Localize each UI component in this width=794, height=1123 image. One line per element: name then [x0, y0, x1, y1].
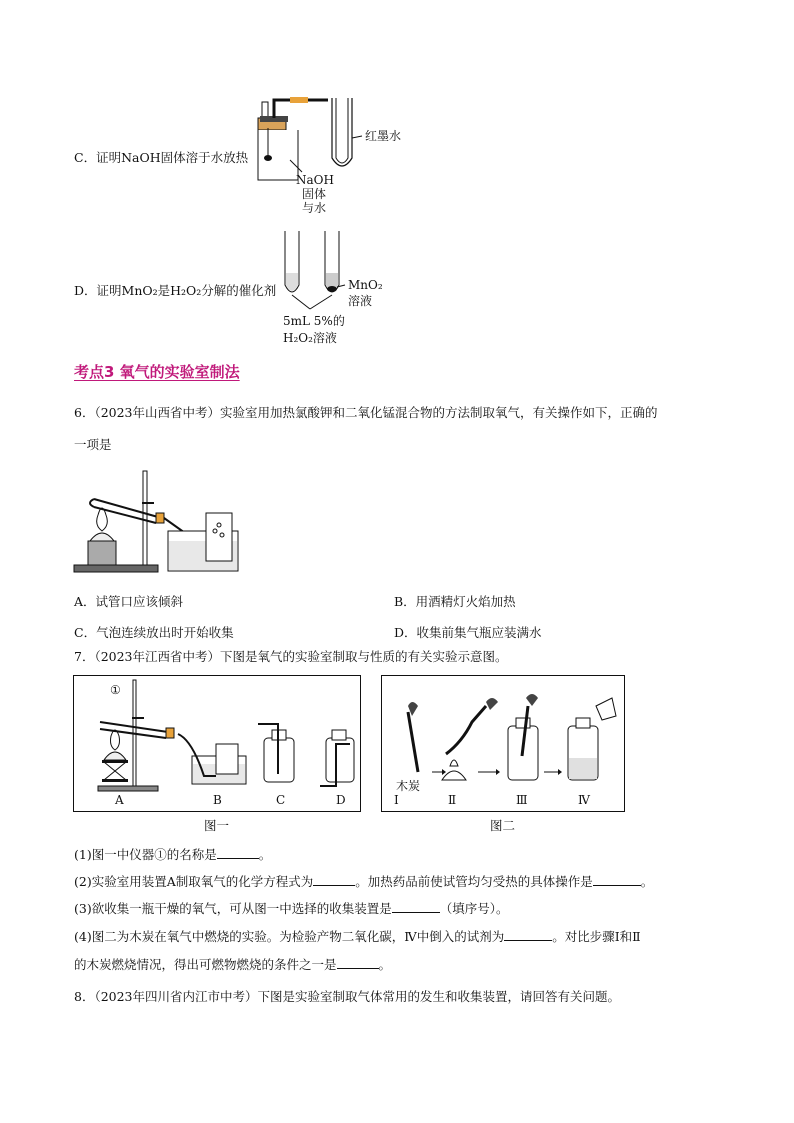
figure-two-step-1: Ⅰ — [394, 793, 399, 807]
label-mno2: MnO₂ — [348, 278, 383, 292]
catalyst-test-tubes — [265, 225, 395, 350]
q7-sub3-text-b: （填序号）。 — [439, 901, 509, 916]
figure-one-label-c: C — [276, 793, 286, 807]
q7-sub3-blank[interactable] — [392, 901, 440, 913]
label-naoh: NaOH — [296, 173, 334, 187]
figure-two — [381, 675, 625, 812]
figure-one-label-b: B — [213, 793, 222, 807]
label-concentration: 5mL 5%的 — [283, 314, 345, 328]
q7-sub4-text-c: 的木炭燃烧情况，得出可燃物燃烧的条件之一是 — [74, 957, 337, 972]
q7-sub2-blank-a[interactable] — [313, 874, 355, 886]
figure-one-caption: 图一 — [204, 818, 230, 833]
figure-two-caption: 图二 — [490, 818, 516, 833]
q6-stem-line2: 一项是 — [74, 437, 112, 452]
q6-option-c: C．气泡连续放出时开始收集 — [74, 625, 234, 640]
figure-two-step-4: Ⅳ — [578, 793, 590, 807]
q7-sub2-text-a: (2)实验室用装置A制取氧气的化学方程式为 — [74, 874, 314, 889]
q7-sub1-blank[interactable] — [217, 847, 259, 859]
figure-one-label-d: D — [336, 793, 346, 807]
q7-sub4-end: 。 — [378, 957, 392, 972]
q7-sub4-text-b: 。对比步骤Ⅰ和Ⅱ — [552, 929, 641, 944]
q8-stem: 8．（2023年四川省内江市中考）下图是实验室制取气体常用的发生和收集装置，请回答有关问题。 — [74, 989, 621, 1004]
q6-oxygen-apparatus — [72, 465, 247, 577]
option-d-text: D．证明MnO₂是H₂O₂分解的催化剂 — [74, 283, 277, 298]
q7-sub2-blank-b[interactable] — [593, 874, 641, 886]
q7-sub2 — [74, 874, 653, 890]
q7-stem: 7．（2023年江西省中考）下图是氧气的实验室制取与性质的有关实验示意图。 — [74, 649, 508, 664]
q7-sub1-text: (1)图一中仪器①的名称是 — [74, 847, 217, 862]
naoh-dissolution-apparatus — [250, 88, 420, 223]
label-water: 与水 — [302, 201, 327, 215]
figure-one — [73, 675, 361, 812]
q6-option-d: D．收集前集气瓶应装满水 — [394, 625, 542, 640]
q7-sub2-end: 。 — [640, 874, 654, 889]
label-red-ink: 红墨水 — [365, 129, 402, 143]
q6-option-a: A．试管口应该倾斜 — [74, 594, 184, 609]
figure-one-label-a: A — [115, 793, 124, 807]
q7-sub4-line2 — [74, 957, 391, 973]
figure-two-charcoal-burning — [382, 676, 624, 811]
q7-sub1-end: 。 — [258, 847, 272, 862]
figure-one-marker: ① — [110, 683, 121, 697]
figure-two-charcoal-label: 木炭 — [396, 779, 421, 793]
q7-sub4-blank-b[interactable] — [337, 957, 379, 969]
figure-one-apparatus — [74, 676, 360, 811]
q7-sub4-blank-a[interactable] — [504, 929, 552, 941]
q7-sub3 — [74, 901, 508, 917]
q6-option-b: B．用酒精灯火焰加热 — [394, 594, 516, 609]
figure-two-step-2: Ⅱ — [448, 793, 457, 807]
label-h2o2: H₂O₂溶液 — [283, 331, 337, 345]
q7-sub2-text-b: 。加热药品前使试管均匀受热的具体操作是 — [355, 874, 593, 889]
label-mno2-solution: 溶液 — [348, 294, 373, 308]
q7-sub4-text-a: (4)图二为木炭在氧气中燃烧的实验。为检验产物二氧化碳，Ⅳ中倒入的试剂为 — [74, 929, 505, 944]
label-solid: 固体 — [302, 187, 327, 201]
section-title: 考点3 氧气的实验室制法 — [74, 363, 240, 381]
q7-sub4-line1 — [74, 929, 641, 945]
figure-two-step-3: Ⅲ — [516, 793, 528, 807]
option-c-text: C．证明NaOH固体溶于水放热 — [74, 150, 249, 165]
q6-stem-line1: 6．（2023年山西省中考）实验室用加热氯酸钾和二氧化锰混合物的方法制取氧气，有关操作如下，正确的 — [74, 405, 658, 420]
q7-sub1 — [74, 847, 271, 863]
q7-sub3-text-a: (3)欲收集一瓶干燥的氧气，可从图一中选择的收集装置是 — [74, 901, 392, 916]
